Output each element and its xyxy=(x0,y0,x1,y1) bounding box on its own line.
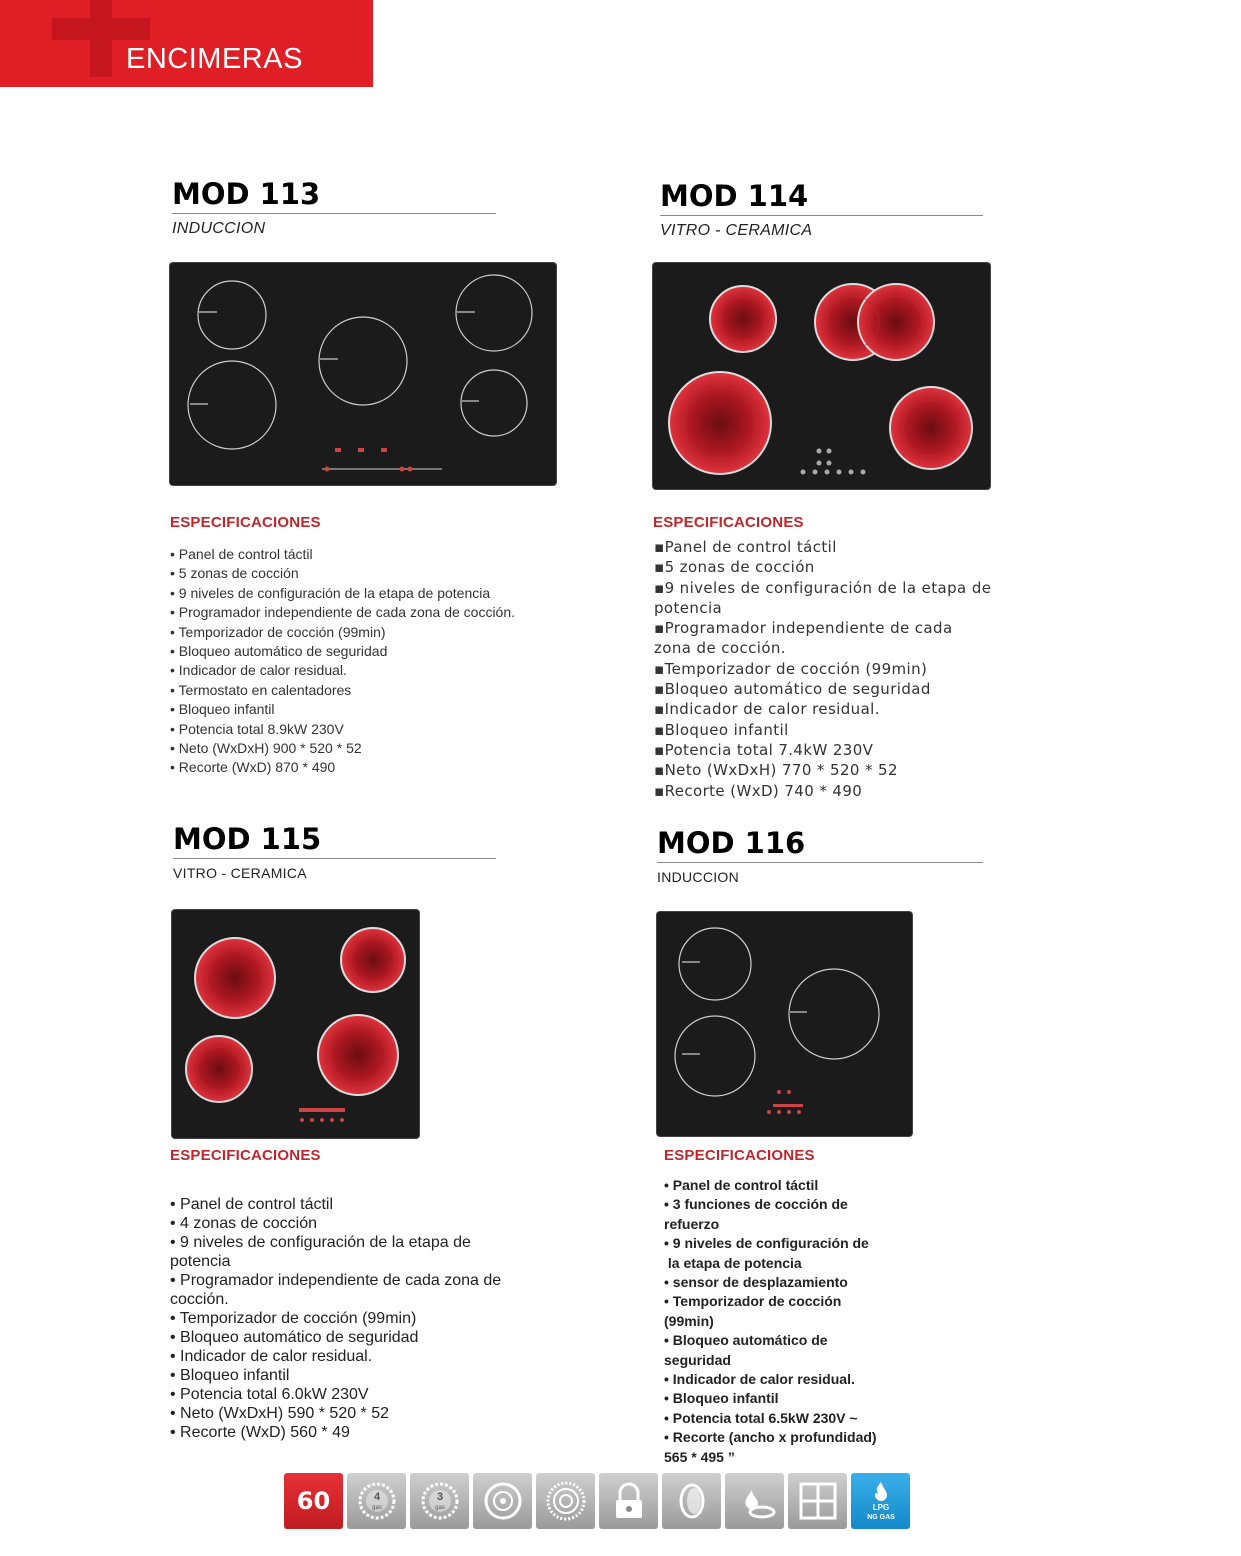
model-116-spec-list xyxy=(664,1176,894,1467)
list-item: • Temporizador de cocción (99min) xyxy=(664,1293,846,1329)
list-item: • Panel de control táctil xyxy=(170,1196,334,1213)
list-item: • Recorte (ancho x profundidad) 565 * 495 ” xyxy=(664,1429,881,1465)
child-lock-icon xyxy=(599,1473,658,1529)
model-115-spec-list xyxy=(170,1195,510,1442)
width-60-icon xyxy=(284,1473,343,1529)
list-item: • Temporizador de cocción (99min) xyxy=(170,623,386,640)
list-item: ▪Potencia total 7.4kW 230V xyxy=(654,740,874,759)
control-panel-icon xyxy=(788,1473,847,1529)
heating-coil-icon xyxy=(536,1473,595,1529)
list-item: • Temporizador de cocción (99min) xyxy=(170,1310,417,1327)
list-item: • Bloqueo infantil xyxy=(170,701,275,718)
list-item: • Indicador de calor residual. xyxy=(664,1371,855,1388)
list-item: • Bloqueo automático de seguridad xyxy=(664,1332,832,1368)
list-item: • Panel de control táctil xyxy=(170,546,313,562)
list-item: • Recorte (WxD) 870 * 490 xyxy=(170,759,336,776)
three-burner-gas-icon xyxy=(410,1473,469,1529)
divider xyxy=(173,858,496,859)
banner-title: ENCIMERAS xyxy=(126,43,303,75)
model-115-header xyxy=(173,822,496,881)
list-item: • 5 zonas de cocción xyxy=(170,565,299,582)
model-113-type: INDUCCION xyxy=(172,220,266,237)
gas-sub-label: gas xyxy=(434,1505,445,1511)
list-item: • Neto (WxDxH) 590 * 520 * 52 xyxy=(170,1405,390,1422)
cross-icon-horizontal xyxy=(52,18,150,40)
list-item: • Indicador de calor residual. xyxy=(170,662,347,679)
list-item: • 3 funciones de cocción de refuerzo xyxy=(664,1196,852,1232)
list-item: ▪9 niveles de configuración de la etapa de potencia xyxy=(654,578,997,617)
list-item: ▪Neto (WxDxH) 770 * 520 * 52 xyxy=(654,761,898,780)
list-item: • Bloqueo automático de seguridad xyxy=(170,643,388,660)
induction-zone-icon xyxy=(473,1473,532,1529)
four-burner-gas-icon xyxy=(347,1473,406,1529)
header-banner xyxy=(0,0,373,87)
model-116-spec-title: ESPECIFICACIONES xyxy=(664,1147,815,1164)
list-item: • Neto (WxDxH) 900 * 520 * 52 xyxy=(170,740,362,757)
divider xyxy=(660,215,983,216)
model-114-header xyxy=(660,179,983,240)
feature-icon-strip xyxy=(284,1473,910,1529)
list-item: • 4 zonas de cocción xyxy=(170,1215,318,1232)
model-114-type: VITRO - CERAMICA xyxy=(660,222,813,239)
list-item: • Termostato en calentadores xyxy=(170,681,352,698)
gas3-label: 3 xyxy=(436,1491,443,1503)
gas4-label: 4 xyxy=(373,1491,380,1503)
list-item: • Bloqueo infantil xyxy=(664,1390,779,1407)
divider xyxy=(657,862,983,863)
model-115-spec-title: ESPECIFICACIONES xyxy=(170,1147,321,1164)
divider xyxy=(172,213,496,214)
gas-sub-label: gas xyxy=(371,1505,382,1511)
cooktop-113-image xyxy=(170,263,556,485)
model-114-spec-title: ESPECIFICACIONES xyxy=(653,514,804,531)
list-item: ▪Bloqueo automático de seguridad xyxy=(654,680,931,699)
list-item: • Bloqueo infantil xyxy=(170,1367,290,1384)
model-116-type: INDUCCION xyxy=(657,869,740,885)
pan-detection-icon xyxy=(662,1473,721,1529)
list-item: ▪Recorte (WxD) 740 * 490 xyxy=(654,781,863,800)
lpg-ng-gas-icon xyxy=(851,1473,910,1529)
width-60-label: 60 xyxy=(296,1487,331,1515)
list-item: • Recorte (WxD) 560 * 49 xyxy=(170,1424,350,1441)
model-116-title: MOD 116 xyxy=(657,826,806,860)
model-113-title: MOD 113 xyxy=(172,177,321,211)
list-item: • sensor de desplazamiento xyxy=(664,1274,848,1291)
cooktop-114-image xyxy=(653,263,990,489)
model-116-header xyxy=(657,826,983,885)
model-114-spec-list xyxy=(654,537,997,801)
cooktop-116-image xyxy=(657,912,912,1136)
list-item: ▪Programador independiente de cada zona de cocción. xyxy=(654,619,958,658)
cooktop-115-image xyxy=(172,910,419,1138)
list-item: • Programador independiente de cada zona de cocción. xyxy=(170,1272,506,1308)
list-item: ▪Panel de control táctil xyxy=(654,538,837,556)
list-item: • 9 niveles de configuración de la etapa de potencia xyxy=(664,1235,869,1271)
list-item: ▪Temporizador de cocción (99min) xyxy=(654,659,928,678)
model-114-title: MOD 114 xyxy=(660,179,809,213)
model-113-spec-title: ESPECIFICACIONES xyxy=(170,514,321,531)
model-115-type: VITRO - CERAMICA xyxy=(173,865,307,881)
list-item: ▪Bloqueo infantil xyxy=(654,720,789,739)
model-115-title: MOD 115 xyxy=(173,822,322,856)
list-item: ▪Indicador de calor residual. xyxy=(654,700,880,719)
list-item: • Potencia total 6.0kW 230V xyxy=(170,1386,369,1403)
model-113-spec-list xyxy=(170,545,530,778)
list-item: • Potencia total 6.5kW 230V ~ xyxy=(664,1409,862,1426)
list-item: • Bloqueo automático de seguridad xyxy=(170,1329,419,1346)
lpg-label: LPG xyxy=(872,1503,889,1512)
list-item: • 9 niveles de configuración de la etapa de potencia xyxy=(170,584,491,601)
list-item: • Indicador de calor residual. xyxy=(170,1348,373,1365)
list-item: • Programador independiente de cada zona de cocción. xyxy=(170,604,516,621)
list-item: ▪5 zonas de cocción xyxy=(654,558,815,577)
flame-safety-icon xyxy=(725,1473,784,1529)
model-113-header xyxy=(172,177,496,238)
list-item: • Panel de control táctil xyxy=(664,1177,819,1193)
list-item: • 9 niveles de configuración de la etapa de potencia xyxy=(170,1234,476,1270)
list-item: • Potencia total 8.9kW 230V xyxy=(170,720,344,737)
ng-gas-label: NG GAS xyxy=(866,1514,895,1521)
